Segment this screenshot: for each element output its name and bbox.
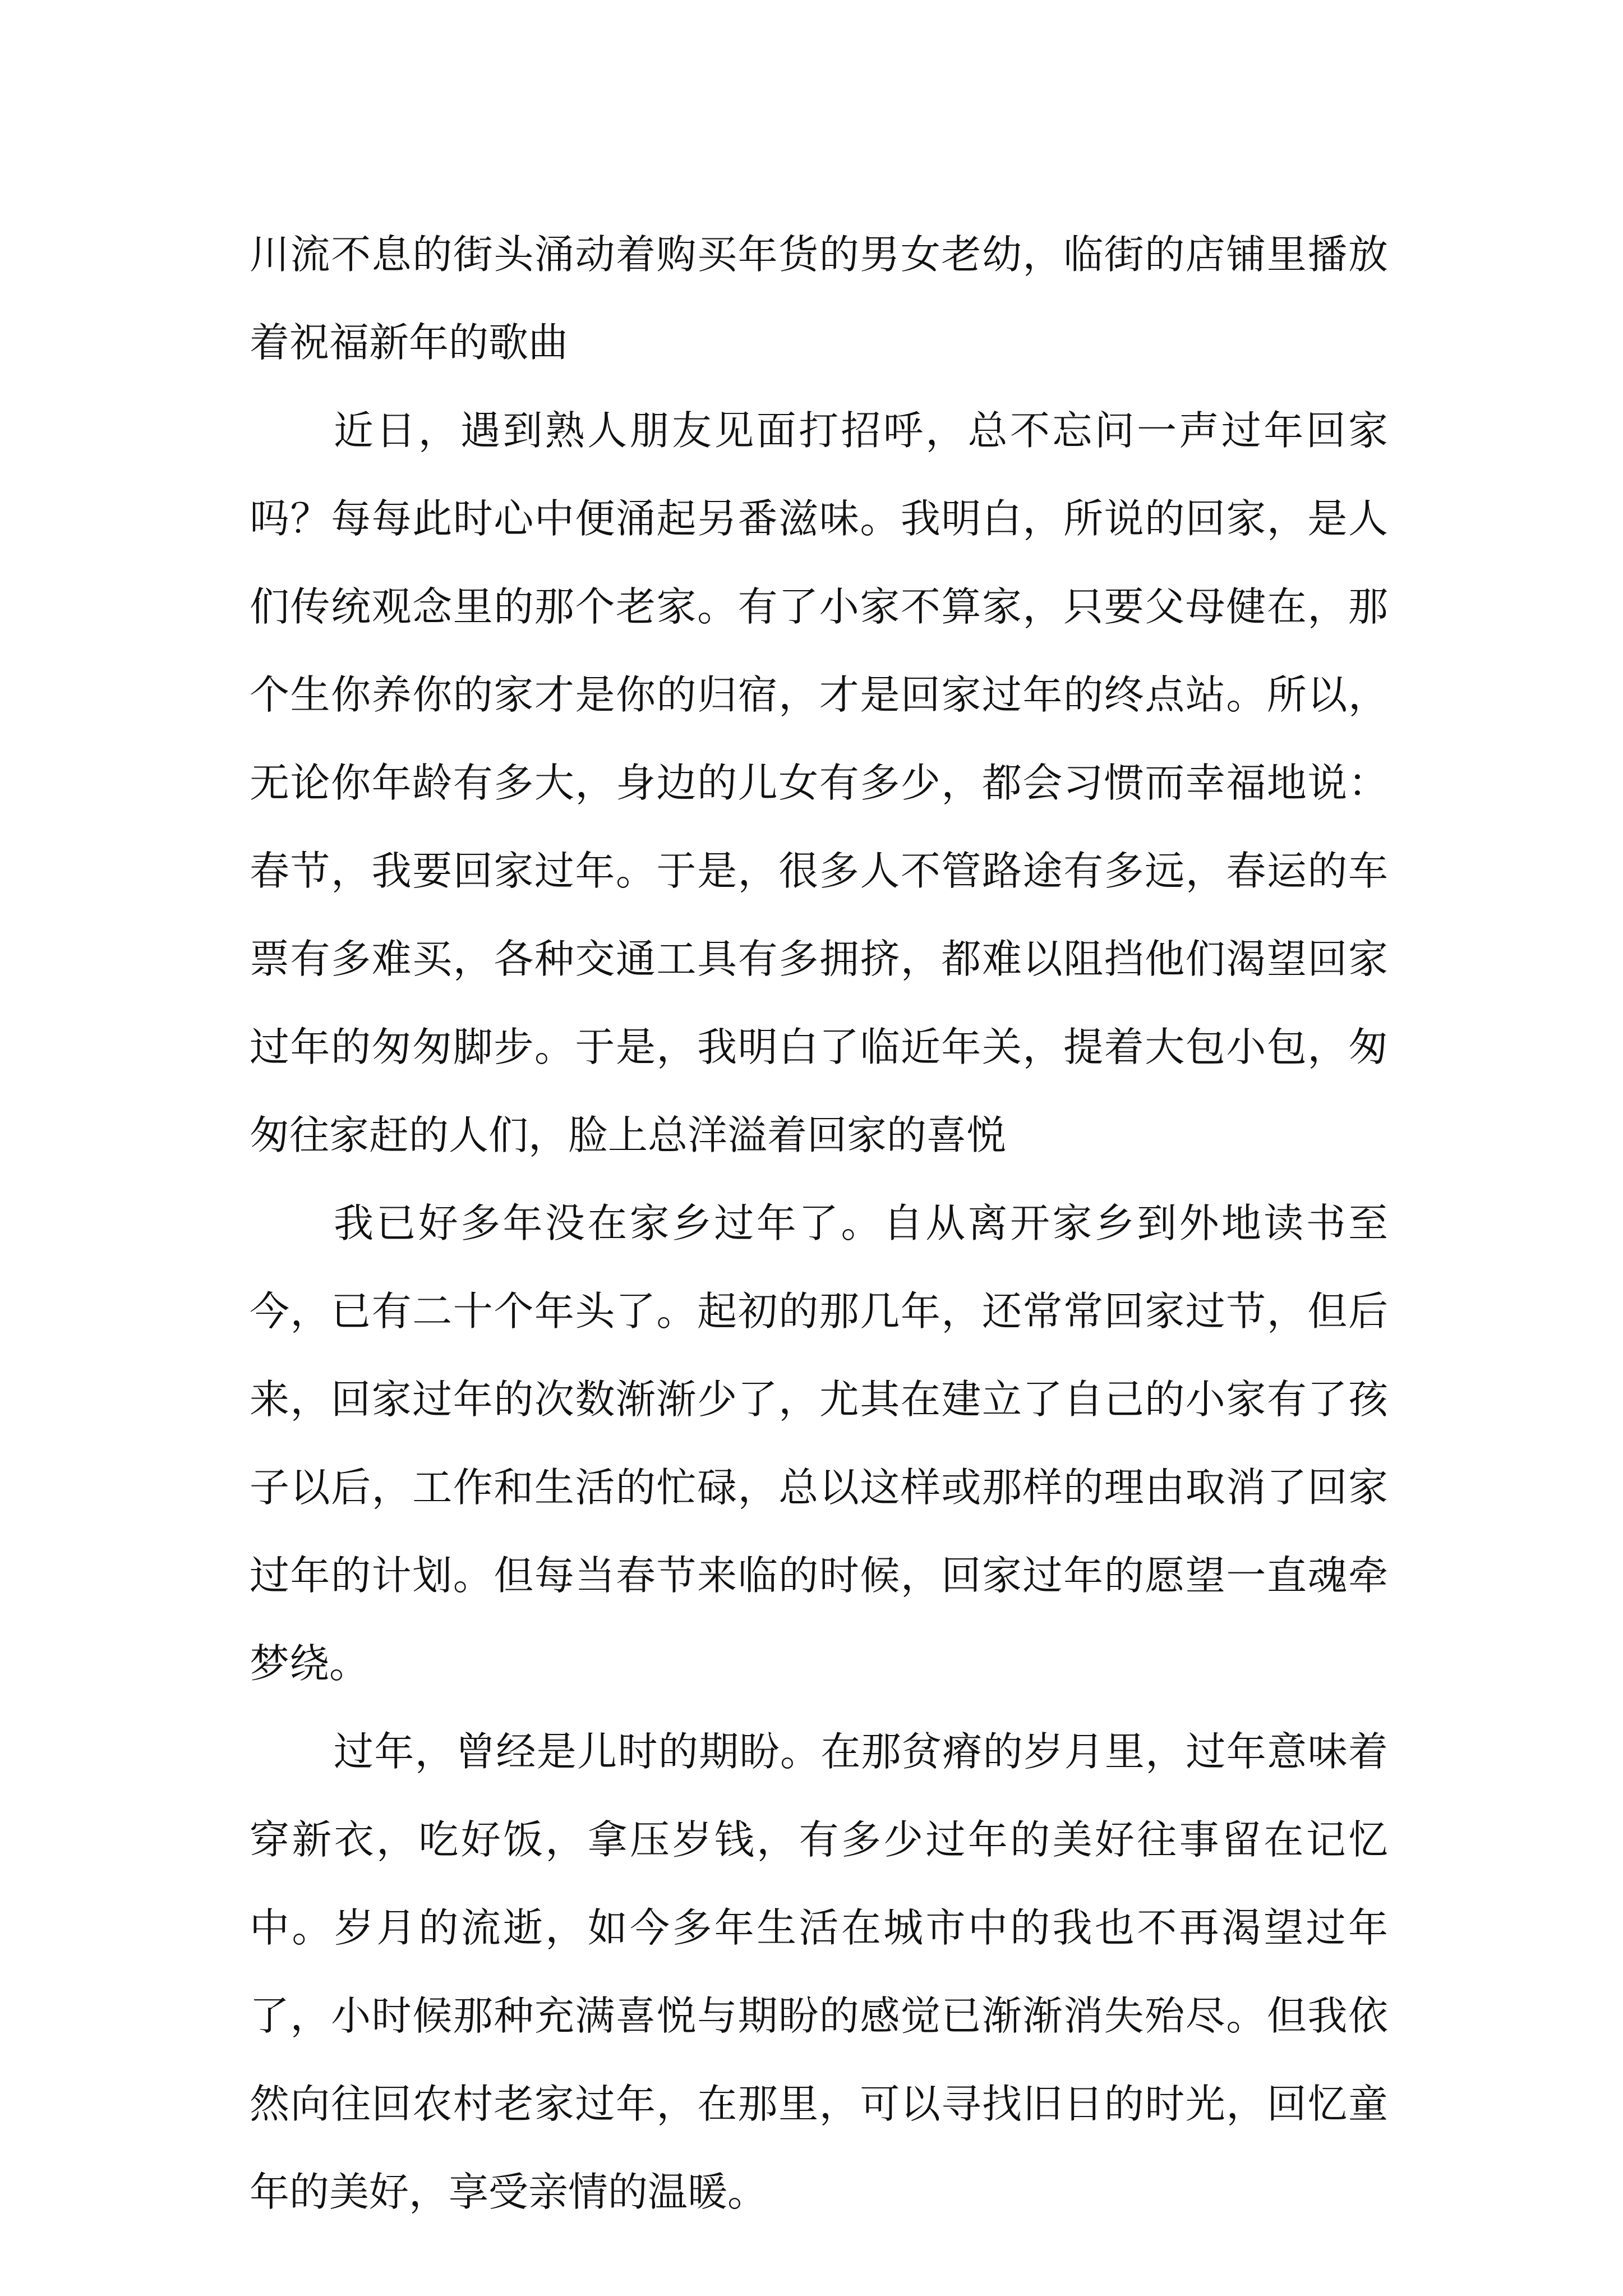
paragraph-3: 我已好多年没在家乡过年了。自从离开家乡到外地读书至今，已有二十个年头了。起初的那几年，还常常回家过节，但后来，回家过年的次数渐渐少了，尤其在建立了自己的小家有了孩子以后，工作和生活的忙碌，总以这样或那样的理由取消了回家过年的计划。但每当春节来临的时候，回家过年的愿望一直魂牵梦绕。 <box>250 1200 1388 1687</box>
body-text <box>250 210 1388 2236</box>
paragraph-1: 川流不息的街头涌动着购买年货的男女老幼，临街的店铺里播放着祝福新年的歌曲 <box>250 231 1388 366</box>
paragraph-4: 过年，曾经是儿时的期盼。在那贫瘠的岁月里，过年意味着穿新衣，吃好饭，拿压岁钱，有多少过年的美好往事留在记忆中。岁月的流逝，如今多年生活在城市中的我也不再渴望过年了，小时候那种充满喜悦与期盼的感觉已渐渐消失殆尽。但我依然向往回农村老家过年，在那里，可以寻找旧日的时光，回忆童年的美好，享受亲情的温暖。 <box>250 1728 1388 2215</box>
paragraph-2: 近日，遇到熟人朋友见面打招呼，总不忘问一声过年回家吗？每每此时心中便涌起另番滋味。我明白，所说的回家，是人们传统观念里的那个老家。有了小家不算家，只要父母健在，那个生你养你的家才是你的归宿，才是回家过年的终点站。所以，无论你年龄有多大，身边的儿女有多少，都会习惯而幸福地说：春节，我要回家过年。于是，很多人不管路途有多远，春运的车票有多难买，各种交通工具有多拥挤，都难以阻挡他们渴望回家过年的匆匆脚步。于是，我明白了临近年关，提着大包小包，匆匆往家赶的人们，脸上总洋溢着回家的喜悦 <box>250 407 1388 1158</box>
